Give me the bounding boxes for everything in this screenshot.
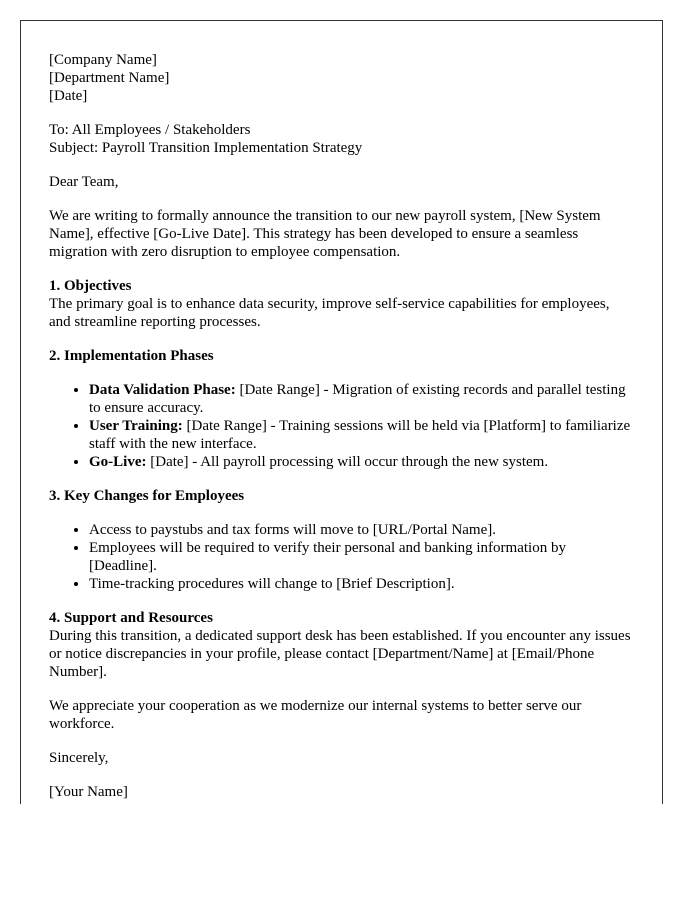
signature: [Your Name]	[49, 784, 128, 800]
recipient-line: To: All Employees / Stakeholders	[49, 122, 251, 138]
phase-text: [Date] - All payroll processing will occur through the new system.	[146, 454, 549, 470]
letter-date: [Date]	[49, 88, 88, 104]
changes-section	[49, 487, 634, 593]
changes-heading: 3. Key Changes for Employees	[49, 488, 245, 504]
phase-label: Data Validation Phase:	[89, 382, 236, 398]
objectives-heading: 1. Objectives	[49, 278, 132, 294]
department-name: [Department Name]	[49, 70, 170, 86]
objectives-section	[49, 277, 634, 331]
phase-text: [Date Range] - Training sessions will be held via [Platform] to familiarize staff with the new interface.	[89, 418, 631, 452]
list-item: • Time-tracking procedures will change to [Brief Description].	[89, 575, 634, 593]
greeting: Dear Team,	[49, 174, 119, 190]
closing-paragraph: We appreciate your cooperation as we modernize our internal systems to better serve our workforce.	[49, 698, 582, 732]
list-item	[89, 417, 634, 453]
intro-paragraph: We are writing to formally announce the transition to our new payroll system, [New System Name], effective [Go-Live Date]. This strategy has been developed to ensure a seamless migration with zero disruption to employee compensation.	[49, 208, 601, 260]
list-item: • Employees will be required to verify their personal and banking information by [Deadline].	[89, 539, 634, 575]
list-item: • Access to paystubs and tax forms will move to [URL/Portal Name].	[89, 521, 634, 539]
signoff: Sincerely,	[49, 750, 109, 766]
phase-label: User Training:	[89, 418, 183, 434]
objectives-text: The primary goal is to enhance data security, improve self-service capabilities for employees, and streamline reporting processes.	[49, 296, 610, 330]
phase-text: [Date Range] - Migration of existing records and parallel testing to ensure accuracy.	[89, 382, 626, 416]
phases-heading: 2. Implementation Phases	[49, 348, 214, 364]
support-text: During this transition, a dedicated support desk has been established. If you encounter any issues or notice discrepancies in your profile, please contact [Department/Name] at [Email/Phone Number].	[49, 628, 631, 680]
changes-list	[49, 521, 634, 593]
phases-list	[49, 381, 634, 471]
phase-label: Go-Live:	[89, 454, 147, 470]
company-name: [Company Name]	[49, 52, 157, 68]
letter-page	[20, 20, 663, 804]
subject-line: Subject: Payroll Transition Implementation Strategy	[49, 140, 363, 156]
address-block	[49, 121, 634, 157]
phases-section	[49, 347, 634, 471]
letter-header	[49, 51, 634, 105]
support-section	[49, 609, 634, 681]
list-item	[89, 381, 634, 417]
list-item	[89, 453, 634, 471]
support-heading: 4. Support and Resources	[49, 610, 213, 626]
